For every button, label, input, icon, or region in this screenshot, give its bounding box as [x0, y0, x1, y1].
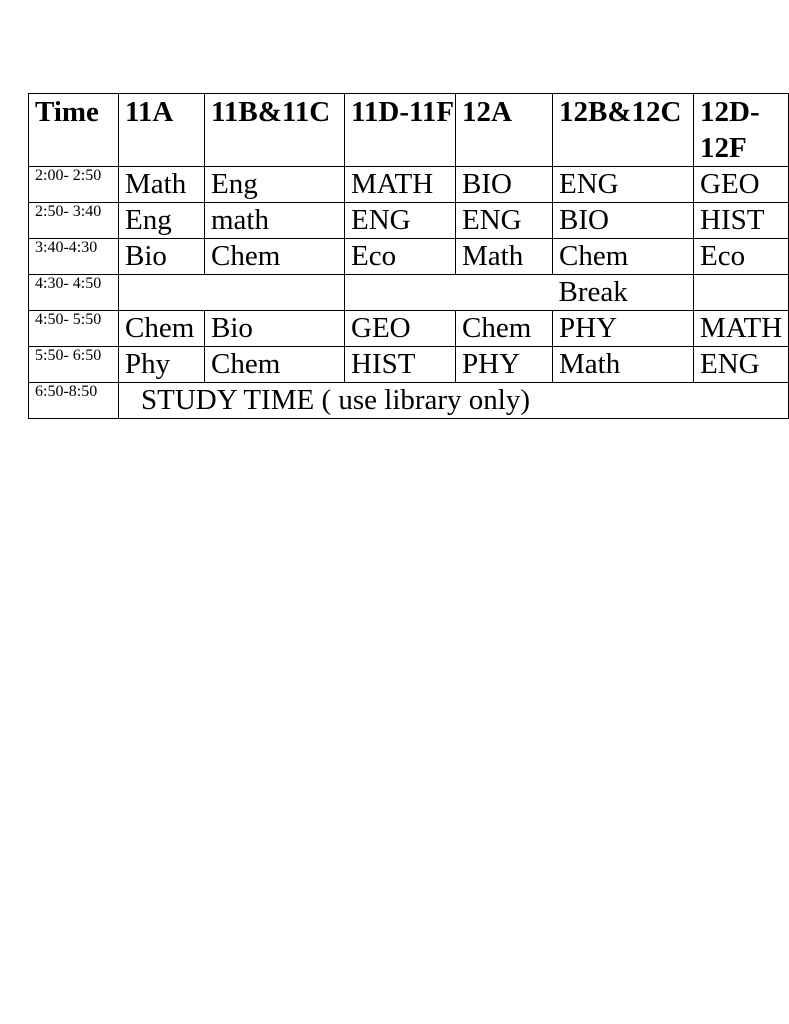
subject-cell: BIO [553, 203, 694, 239]
study-row [29, 383, 789, 419]
subject-cell: Bio [205, 311, 345, 347]
subject-cell: Bio [119, 239, 205, 275]
break-empty-cell [119, 275, 345, 311]
header-11b-11c: 11B&11C [205, 94, 345, 167]
subject-cell: Chem [205, 239, 345, 275]
subject-cell: Math [456, 239, 553, 275]
subject-cell: HIST [345, 347, 456, 383]
subject-cell: ENG [456, 203, 553, 239]
subject-cell: Math [119, 167, 205, 203]
header-12a: 12A [456, 94, 553, 167]
subject-cell: MATH [345, 167, 456, 203]
subject-cell: ENG [553, 167, 694, 203]
subject-cell: PHY [553, 311, 694, 347]
subject-cell: Chem [205, 347, 345, 383]
table-row [29, 239, 789, 275]
break-label: Break [553, 275, 694, 311]
subject-cell: Eco [694, 239, 789, 275]
time-cell: 4:50- 5:50 [29, 311, 119, 347]
break-empty-cell [345, 275, 553, 311]
timetable [28, 93, 789, 419]
timetable-sheet [28, 93, 783, 419]
header-11a: 11A [119, 94, 205, 167]
break-empty-cell [694, 275, 789, 311]
time-cell: 3:40-4:30 [29, 239, 119, 275]
header-time: Time [29, 94, 119, 167]
subject-cell: Eng [119, 203, 205, 239]
table-row [29, 167, 789, 203]
subject-cell: Phy [119, 347, 205, 383]
subject-cell: MATH [694, 311, 789, 347]
header-12b-12c: 12B&12C [553, 94, 694, 167]
study-time-cell: STUDY TIME ( use library only) [119, 383, 789, 419]
subject-cell: PHY [456, 347, 553, 383]
subject-cell: BIO [456, 167, 553, 203]
header-11d-11f: 11D-11F [345, 94, 456, 167]
time-cell: 2:50- 3:40 [29, 203, 119, 239]
subject-cell: HIST [694, 203, 789, 239]
subject-cell: Eco [345, 239, 456, 275]
header-row [29, 94, 789, 167]
subject-cell: Chem [553, 239, 694, 275]
break-row [29, 275, 789, 311]
time-cell: 6:50-8:50 [29, 383, 119, 419]
subject-cell: GEO [345, 311, 456, 347]
time-cell: 2:00- 2:50 [29, 167, 119, 203]
subject-cell: Math [553, 347, 694, 383]
table-row [29, 311, 789, 347]
table-row [29, 347, 789, 383]
subject-cell: math [205, 203, 345, 239]
time-cell: 5:50- 6:50 [29, 347, 119, 383]
subject-cell: GEO [694, 167, 789, 203]
subject-cell: ENG [694, 347, 789, 383]
subject-cell: Chem [456, 311, 553, 347]
subject-cell: Chem [119, 311, 205, 347]
subject-cell: ENG [345, 203, 456, 239]
header-12d-12f: 12D-12F [694, 94, 789, 167]
subject-cell: Eng [205, 167, 345, 203]
table-row [29, 203, 789, 239]
time-cell: 4:30- 4:50 [29, 275, 119, 311]
